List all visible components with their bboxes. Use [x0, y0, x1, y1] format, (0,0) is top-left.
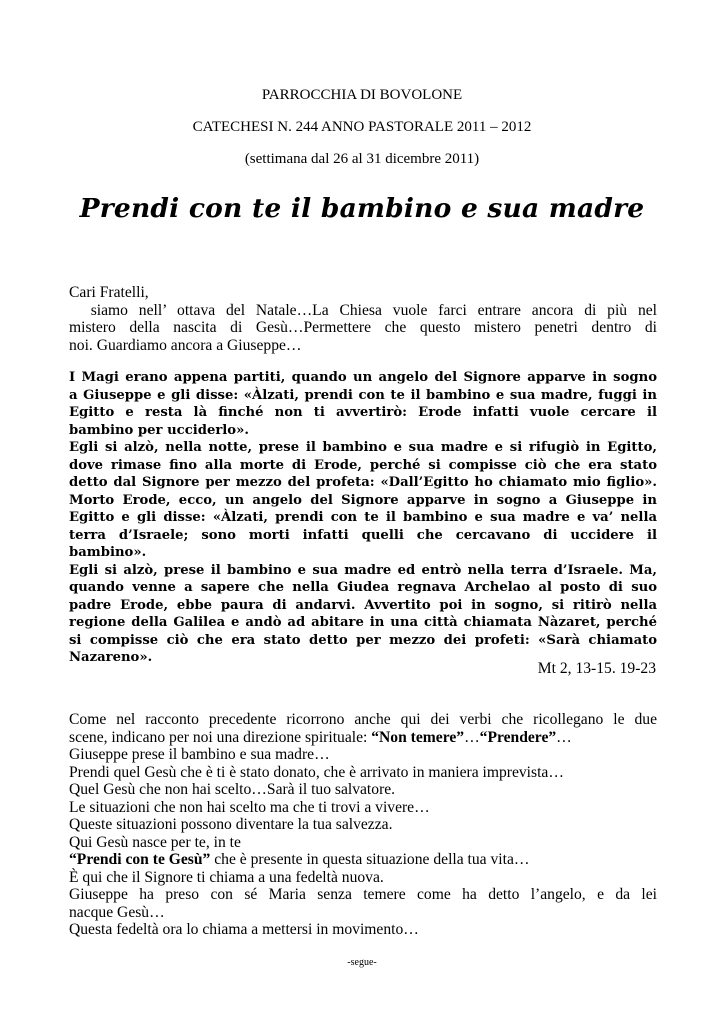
reflection-line: Questa fedeltà ora lo chiama a mettersi in movimento… [69, 921, 419, 938]
gospel-line: bambino». [69, 545, 147, 560]
gospel-line: terra d’Israele; sono morti infatti quelli che cercavano di uccidere il [69, 527, 657, 543]
gospel-line: padre Erode, ebbe paura di andarvi. Avvertito poi in sogno, si ritirò nella [69, 597, 657, 613]
prendere-emphasis: “Prendere” [479, 728, 557, 746]
gospel-line: Egli si alzò, nella notte, prese il bambino e sua madre e si rifugiò in Egitto, [69, 440, 657, 455]
reflection-line: Le situazioni che non hai scelto ma che ti trovi a vivere… [69, 798, 430, 816]
gospel-line: detto dal Signore per mezzo del profeta: «Dall’Egitto ho chiamato mio figlio». [69, 475, 657, 490]
intro-paragraph [69, 284, 657, 354]
gospel-line: a Giuseppe e gli disse: «Àlzati, prendi con te il bambino e sua madre, fuggi in [69, 387, 657, 403]
continued-note: -segue- [347, 957, 377, 968]
catechesis-number: CATECHESI N. 244 ANNO PASTORALE 2011 – 2012 [192, 119, 532, 135]
reflection-line: Prendi quel Gesù che è ti è stato donato, che è arrivato in maniera imprevista… [69, 763, 564, 781]
prendi-con-te-gesu-emphasis: “Prendi con te Gesù” [69, 851, 211, 868]
gospel-line: bambino per ucciderlo». [69, 422, 249, 438]
gospel-line: Nazareno». [69, 650, 153, 665]
gospel-line: si compisse ciò che era stato detto per mezzo dei profeti: «Sarà chiamato [69, 632, 657, 648]
reflection-line: Giuseppe prese il bambino e sua madre… [69, 746, 330, 763]
gospel-line: regione della Galilea e andò ad abitare in una città chiamata Nàzaret, perché [69, 615, 657, 630]
reflection-line: Qui Gesù nasce per te, in te [69, 833, 241, 851]
reflection-text: scene, indicano per noi una direzione spirituale: [69, 728, 372, 746]
gospel-passage [69, 369, 657, 667]
intro-line: siamo nell’ ottava del Natale…La Chiesa vuole farci entrare ancora di più nel [69, 301, 657, 319]
gospel-line: Egitto e resta là finché non ti avvertirò: Erode infatti vuole cercare il [69, 405, 657, 420]
reflection-line: Giuseppe ha preso con sé Maria senza temere come ha detto l’angelo, e da lei [69, 886, 657, 903]
non-temere-emphasis: “Non temere” [371, 728, 465, 746]
reflection-text: … [464, 728, 480, 746]
gospel-line: Egli si alzò, prese il bambino e sua madre ed entrò nella terra d’Israele. Ma, [69, 562, 657, 578]
intro-line: noi. Guardiamo ancora a Giuseppe… [69, 336, 302, 354]
reflection-text: che è presente in questa situazione della tua vita… [210, 851, 530, 868]
gospel-line: Morto Erode, ecco, un angelo del Signore apparve in sogno a Giuseppe in [69, 492, 657, 508]
gospel-reference: Mt 2, 13-15. 19-23 [537, 660, 656, 677]
reflection-line: È qui che il Signore ti chiama a una fedeltà nuova. [69, 868, 384, 886]
greeting: Cari Fratelli, [69, 284, 149, 301]
week-dates: (settimana dal 26 al 31 dicembre 2011) [244, 151, 480, 167]
reflection-text: … [556, 728, 572, 746]
reflection-line [69, 729, 657, 747]
reflection-line: Quel Gesù che non hai scelto…Sarà il tuo salvatore. [69, 781, 396, 798]
gospel-line: quando venne a sapere che nella Giudea regnava Archelao al posto di suo [69, 580, 657, 595]
gospel-line: I Magi erano appena partiti, quando un angelo del Signore apparve in sogno [69, 370, 657, 385]
reflection-line: Come nel racconto precedente ricorrono anche qui dei verbi che ricollegano le due [69, 711, 657, 728]
reflection-line [69, 851, 657, 869]
reflection-paragraph [69, 711, 657, 939]
page-title: Prendi con te il bambino e sua madre [79, 193, 645, 224]
reflection-line: nacque Gesù… [69, 903, 165, 921]
gospel-line: Egitto e gli disse: «Àlzati, prendi con te il bambino e sua madre e va’ nella [69, 510, 657, 525]
gospel-line: dove rimase fino alla morte di Erode, perché si compisse ciò che era stato [69, 457, 657, 473]
parish-name: PARROCCHIA DI BOVOLONE [261, 87, 463, 103]
reflection-line: Queste situazioni possono diventare la tua salvezza. [69, 816, 393, 833]
intro-line: mistero della nascita di Gesù…Permettere che questo mistero penetri dentro di [69, 319, 657, 336]
